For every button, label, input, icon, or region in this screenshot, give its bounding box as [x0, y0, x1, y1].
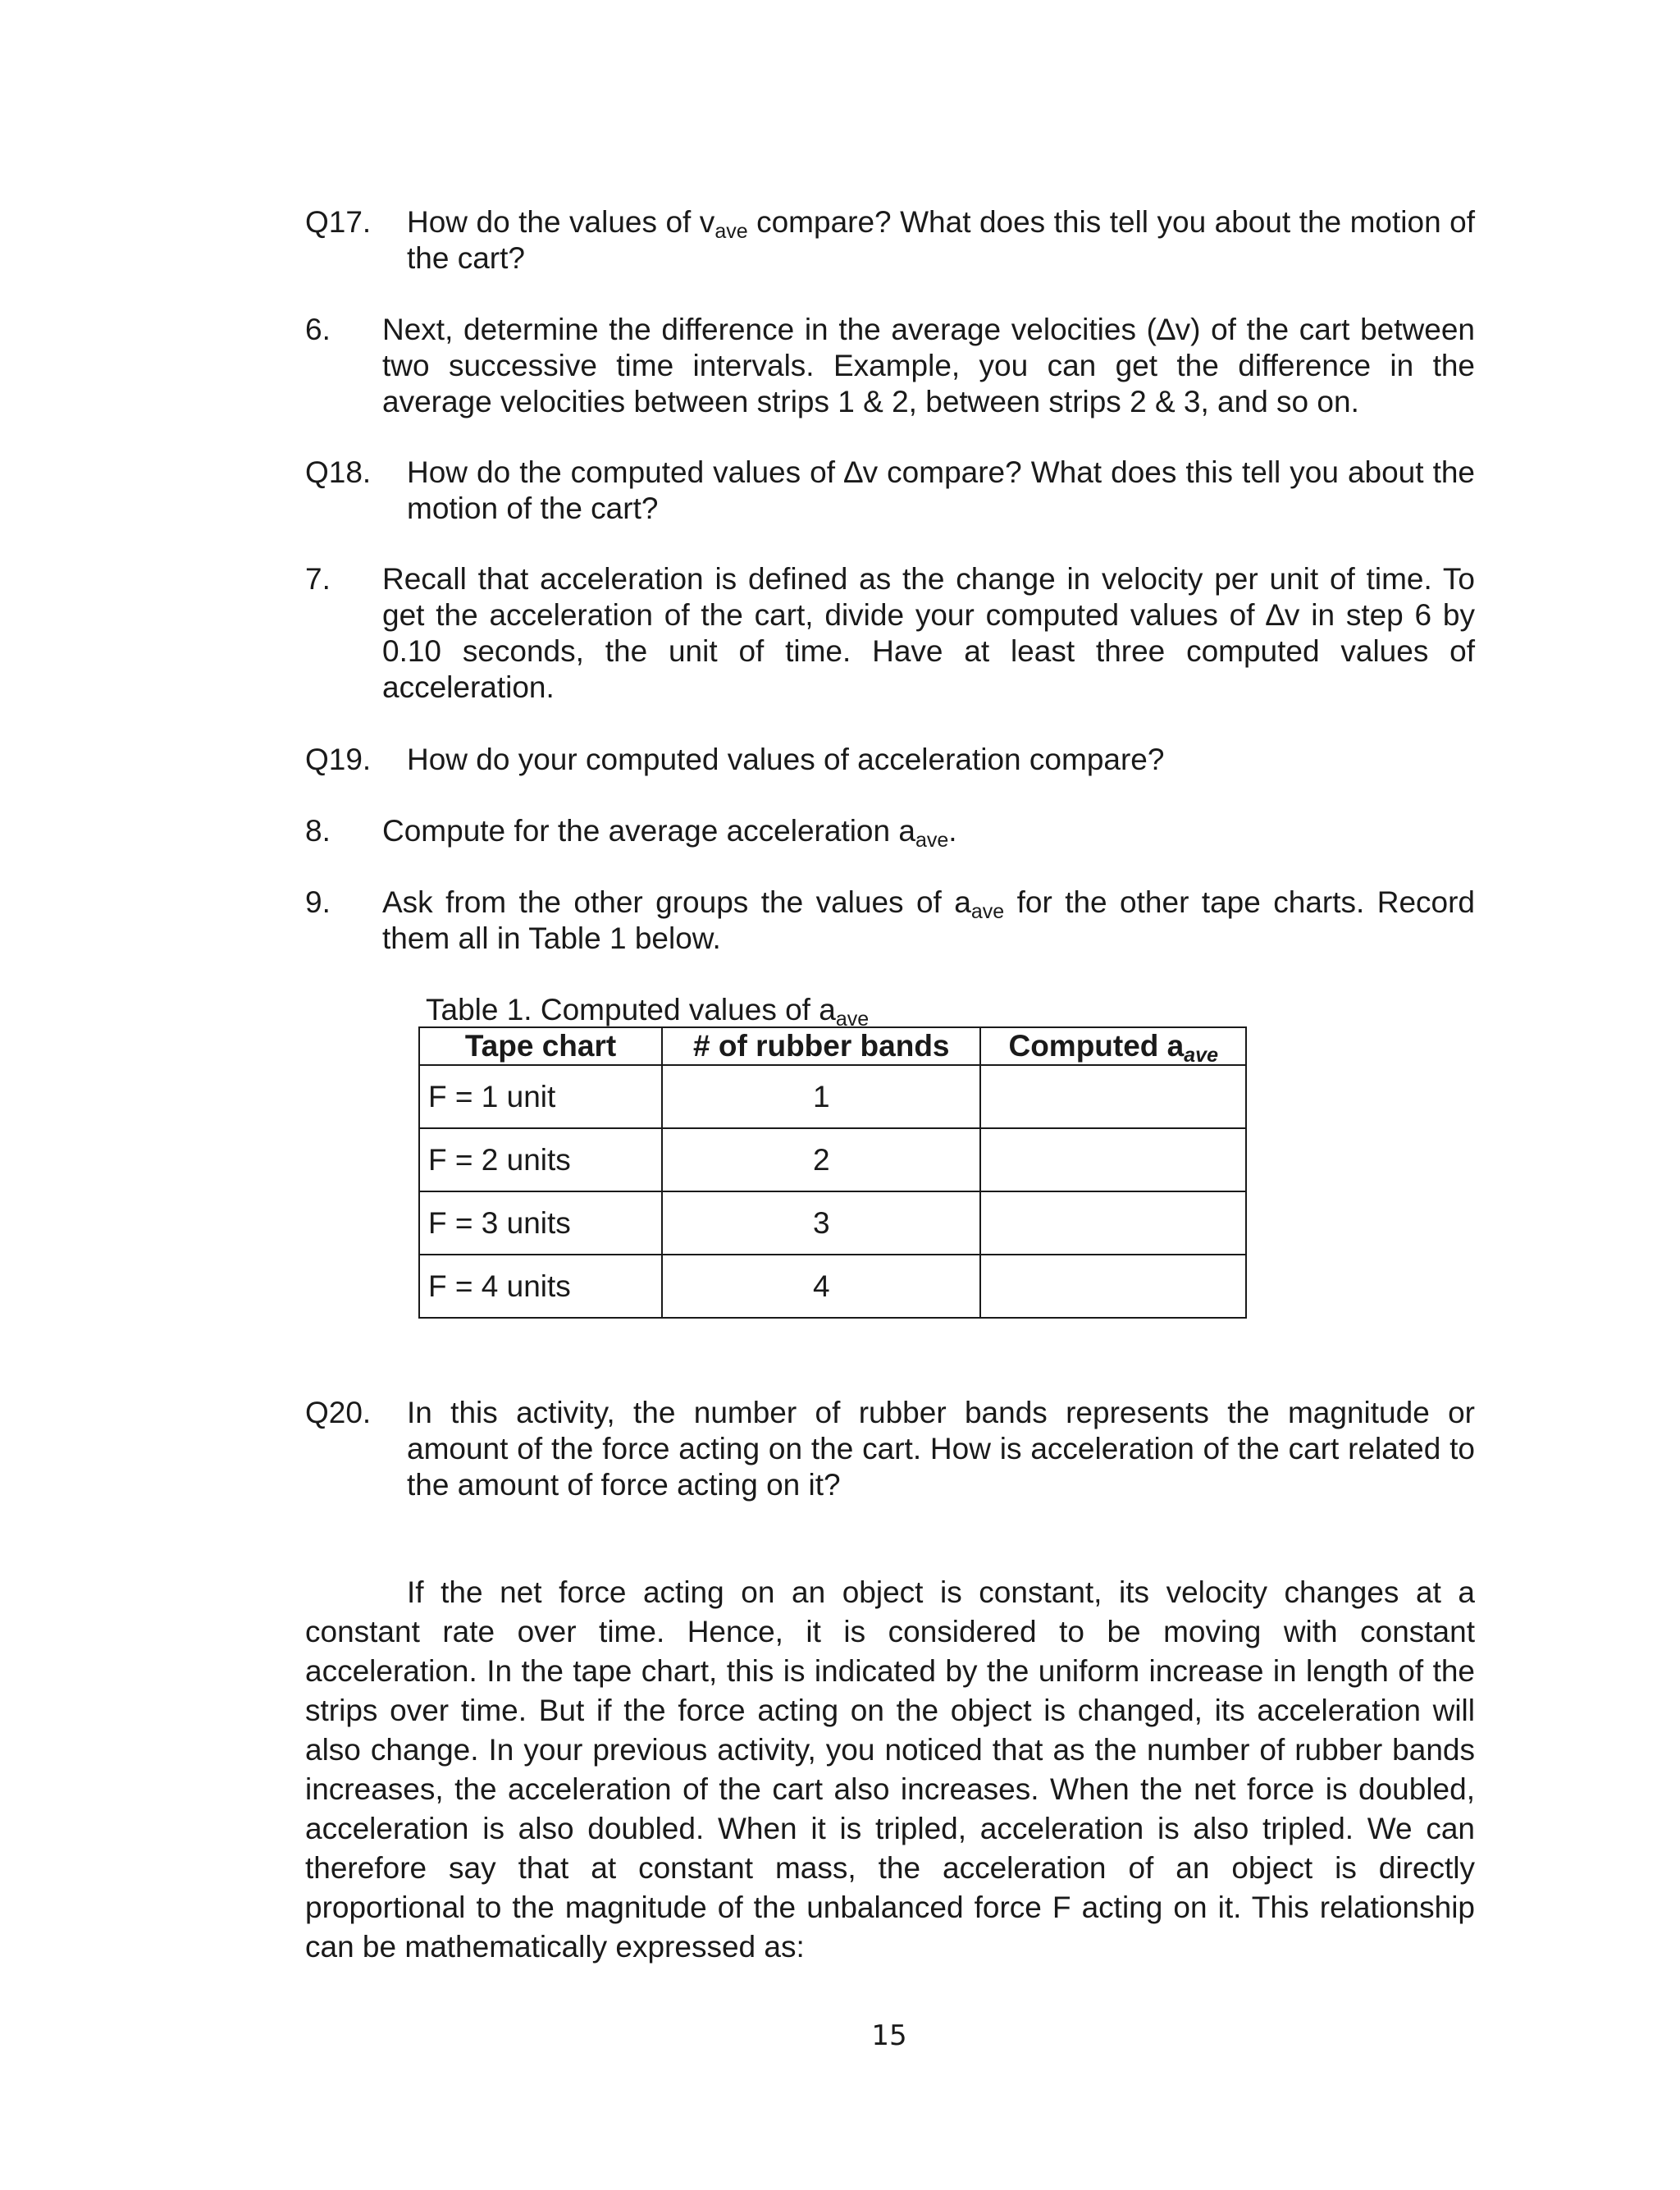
- table-caption: Table 1. Computed values of $a_{ave}$: [426, 993, 870, 1031]
- step-8-number: 8.: [305, 814, 331, 848]
- question-19-number: Q19.: [305, 743, 372, 776]
- question-17-number: Q17.: [305, 205, 372, 239]
- question-20-number: Q20.: [305, 1396, 372, 1429]
- step-8-text: Compute for the average acceleration $a_{ave}$.: [382, 814, 957, 852]
- step-7-text: Recall that acceleration is defined as the change in velocity per unit of time. To get the acceleration of the cart, divide your computed values of ∆v in step 6 by 0.10 seconds, the unit of time. Have at least three computed values of acceleration.: [382, 562, 1475, 704]
- page-number: 15: [871, 2019, 907, 2052]
- question-18-text: How do the computed values of ∆v compare? What does this tell you about the motion of the cart?: [407, 455, 1475, 525]
- rubber-bands-cell: 3: [662, 1191, 980, 1255]
- table-row: [419, 1191, 1246, 1255]
- table-header-row: [419, 1027, 1246, 1065]
- computed-cell: [980, 1128, 1246, 1191]
- computed-cell: [980, 1255, 1246, 1318]
- tape-chart-cell: F = 3 units: [419, 1191, 662, 1255]
- step-6-text: Next, determine the difference in the average velocities (∆v) of the cart between two successive time intervals. Example, you can get the difference in the average velocities between strips 1 & 2, between strips 2 & 3, and so on.: [382, 313, 1475, 418]
- header-computed: Computed aave: [980, 1027, 1246, 1065]
- question-17-text: How do the values of $v_{ave}$ compare? What does this tell you about the motion of the cart?: [407, 205, 1475, 275]
- tape-chart-cell: F = 2 units: [419, 1128, 662, 1191]
- computed-cell: [980, 1065, 1246, 1128]
- rubber-bands-cell: 1: [662, 1065, 980, 1128]
- step-6-number: 6.: [305, 313, 331, 346]
- table-row: [419, 1128, 1246, 1191]
- rubber-bands-cell: 4: [662, 1255, 980, 1318]
- header-tape-chart: Tape chart: [419, 1027, 662, 1065]
- question-20-text: In this activity, the number of rubber bands represents the magnitude or amount of the force acting on the cart. How is acceleration of the cart related to the amount of force acting on it?: [407, 1396, 1475, 1502]
- tape-chart-cell: F = 1 unit: [419, 1065, 662, 1128]
- step-7-number: 7.: [305, 562, 331, 596]
- step-9-number: 9.: [305, 885, 331, 919]
- computed-cell: [980, 1191, 1246, 1255]
- computed-values-table: [418, 1026, 1247, 1319]
- table-row: [419, 1065, 1246, 1128]
- tape-chart-cell: F = 4 units: [419, 1255, 662, 1318]
- rubber-bands-cell: 2: [662, 1128, 980, 1191]
- step-9-text: Ask from the other groups the values of $a_{ave}$ for the other tape charts. Record them all in Table 1 below.: [382, 885, 1475, 955]
- summary-paragraph: If the net force acting on an object is constant, its velocity changes at a constant rate over time. Hence, it is considered to be moving with constant acceleration. In the tape chart, this is indicated by the uniform increase in length of the strips over time. But if the force acting on the object is changed, its acceleration will also change. In your previous activity, you noticed that as the number of rubber bands increases, the acceleration of the cart also increases. When the net force is doubled, acceleration is also doubled. When it is tripled, acceleration is also tripled. We can therefore say that at constant mass, the acceleration of an object is directly proportional to the magnitude of the unbalanced force F acting on it. This relationship can be mathematically expressed as:: [305, 1575, 1475, 1964]
- question-19-text: How do your computed values of acceleration compare?: [407, 743, 1165, 776]
- header-rubber-bands: # of rubber bands: [662, 1027, 980, 1065]
- question-18-number: Q18.: [305, 455, 372, 489]
- table-row: [419, 1255, 1246, 1318]
